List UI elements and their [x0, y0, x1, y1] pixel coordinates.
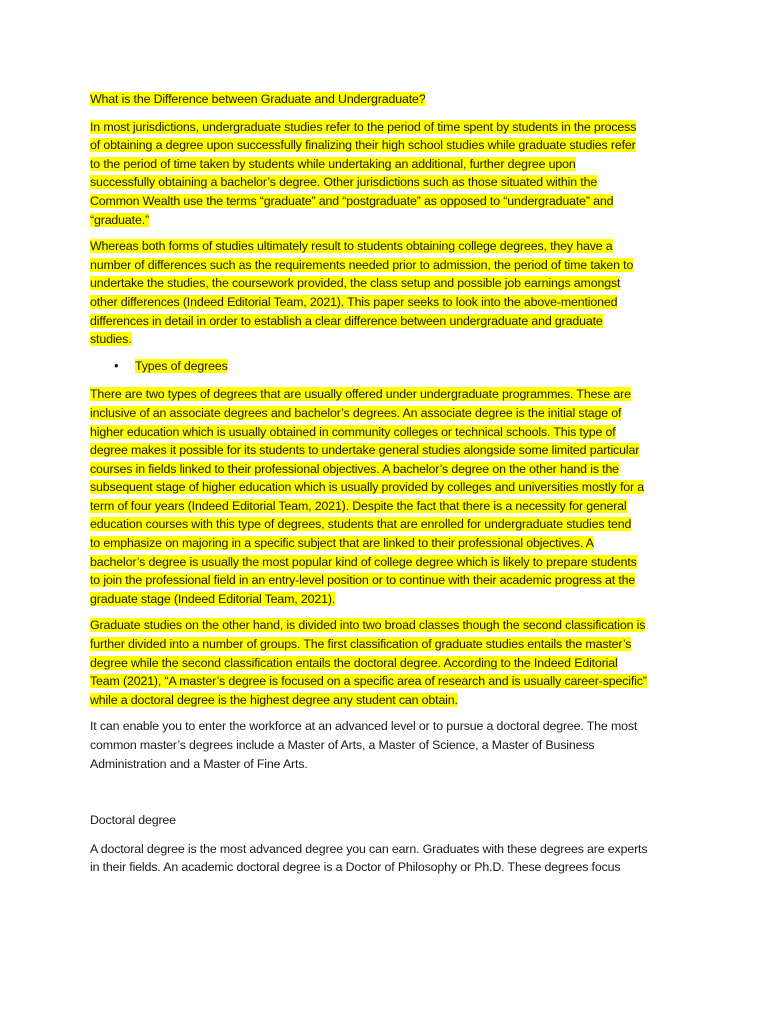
paragraph-text: education courses with this type of degrees, students that are enrolled for undergraduate studies tend — [90, 517, 632, 532]
paragraph-line — [90, 330, 682, 349]
paragraph-3 — [90, 385, 682, 608]
paragraph-text: Whereas both forms of studies ultimately result to students obtaining college degrees, they have a — [90, 239, 613, 254]
bullet-text — [135, 357, 228, 376]
paragraph-line — [90, 192, 682, 211]
bullet-icon: • — [114, 357, 119, 373]
paragraph-line — [90, 441, 682, 460]
paragraph-line: common master’s degrees include a Master of Arts, a Master of Science, a Master of Business — [90, 738, 595, 752]
paragraph-text: undertake the studies, the coursework provided, the class setup and possible job earnings amongst — [90, 276, 621, 291]
paragraph-line — [90, 173, 682, 192]
title-line — [90, 90, 682, 109]
paragraph-line — [90, 515, 682, 534]
paragraph-text: to the period of time taken by students while undertaking an additional, further degree upon — [90, 156, 576, 171]
paragraph-text: Graduate studies on the other hand, is divided into two broad classes though the second classification is — [90, 618, 646, 633]
paragraph-line — [90, 293, 682, 312]
paragraph-text: successfully obtaining a bachelor’s degree. Other jurisdictions such as those situated within the — [90, 175, 598, 190]
paragraph-text: to join the professional field in an entry-level position or to continue with their academic progress at the — [90, 573, 636, 588]
paragraph-text: In most jurisdictions, undergraduate studies refer to the period of time spent by students in the process — [90, 119, 637, 134]
paragraph-text: while a doctoral degree is the highest degree any student can obtain. — [90, 692, 458, 707]
paragraph-line — [90, 312, 682, 331]
paragraph-line — [90, 590, 682, 609]
paragraph-5 — [90, 717, 682, 773]
paragraph-text: subsequent stage of higher education which is usually provided by colleges and universities mostly for a — [90, 480, 645, 495]
paragraph-line — [90, 385, 682, 404]
paragraph-line — [90, 616, 682, 635]
paragraph-text: other differences (Indeed Editorial Team, 2021). This paper seeks to look into the above-mentioned — [90, 294, 618, 309]
paragraph-line: in their fields. An academic doctoral degree is a Doctor of Philosophy or Ph.D. These degrees focus — [90, 860, 621, 875]
paragraph-line — [90, 136, 682, 155]
paragraph-1 — [90, 118, 682, 230]
paragraph-text: to emphasize on majoring in a specific subject that are linked to their professional objectives. A — [90, 536, 594, 551]
paragraph-line — [90, 478, 682, 497]
paragraph-text: degree makes it possible for its students to undertake general studies alongside some limited particular — [90, 443, 640, 458]
paragraph-text: further divided into a number of groups. The first classification of graduate studies entails the master’s — [90, 637, 632, 652]
paragraph-2 — [90, 237, 682, 349]
paragraph-line: A doctoral degree is the most advanced degree you can earn. Graduates with these degrees are experts — [90, 841, 648, 856]
paragraph-text: There are two types of degrees that are usually offered under undergraduate programmes. These are — [90, 387, 631, 402]
paragraph-line — [90, 423, 682, 442]
document-title — [90, 90, 682, 109]
spacer — [90, 781, 682, 811]
paragraph-line — [90, 691, 682, 710]
paragraph-line — [90, 237, 682, 256]
paragraph-line — [90, 118, 682, 137]
paragraph-line — [90, 635, 682, 654]
paragraph-4 — [90, 616, 682, 709]
title-text: What is the Difference between Graduate and Undergraduate? — [90, 92, 426, 106]
paragraph-text: graduate stage (Indeed Editorial Team, 2021). — [90, 591, 336, 606]
paragraph-line — [90, 460, 682, 479]
paragraph-line — [90, 553, 682, 572]
paragraph-line — [90, 155, 682, 174]
paragraph-text: of obtaining a degree upon successfully finalizing their high school studies while graduate studies refer — [90, 138, 636, 153]
paragraph-text: “graduate.” — [90, 212, 149, 227]
document-body — [90, 90, 682, 885]
paragraph-text: Team (2021), “A master’s degree is focused on a specific area of research and is usually career-specific” — [90, 674, 647, 689]
paragraph-line: It can enable you to enter the workforce at an advanced level or to pursue a doctoral degree. The most — [90, 719, 638, 734]
paragraph-line — [90, 571, 682, 590]
bullet-label: Types of degrees — [135, 358, 228, 373]
paragraph-line — [90, 256, 682, 275]
paragraph-line — [90, 497, 682, 516]
paragraph-line — [90, 672, 682, 691]
paragraph-line — [90, 404, 682, 423]
paragraph-line: Administration and a Master of Fine Arts. — [90, 756, 308, 771]
paragraph-6 — [90, 840, 682, 877]
paragraph-line — [90, 211, 682, 230]
paragraph-text: bachelor’s degree is usually the most popular kind of college degree which is likely to prepare students — [90, 554, 637, 569]
paragraph-line — [90, 274, 682, 293]
paragraph-text: courses in fields linked to their professional objectives. A bachelor’s degree on the other hand is the — [90, 461, 619, 476]
paragraph-line — [90, 534, 682, 553]
heading-doctoral-degree — [90, 811, 682, 830]
paragraph-text: differences in detail in order to establish a clear difference between undergraduate and graduate — [90, 313, 603, 328]
paragraph-text: studies. — [90, 332, 132, 347]
heading-text: Doctoral degree — [90, 813, 176, 828]
paragraph-line — [90, 654, 682, 673]
paragraph-text: Common Wealth use the terms “graduate” and “postgraduate” as opposed to “undergraduate” and — [90, 193, 614, 208]
paragraph-text: term of four years (Indeed Editorial Team, 2021). Despite the fact that there is a necessity for general — [90, 498, 627, 513]
paragraph-text: inclusive of an associate degrees and bachelor’s degrees. An associate degree is the initial stage of — [90, 405, 622, 420]
paragraph-text: degree while the second classification entails the doctoral degree. According to the Indeed Editorial — [90, 655, 618, 670]
paragraph-text: higher education which is usually obtained in community colleges or technical schools. This type of — [90, 424, 616, 439]
paragraph-text: number of differences such as the requirements needed prior to admission, the period of time taken to — [90, 257, 634, 272]
bullet-item-types-of-degrees — [90, 357, 682, 376]
